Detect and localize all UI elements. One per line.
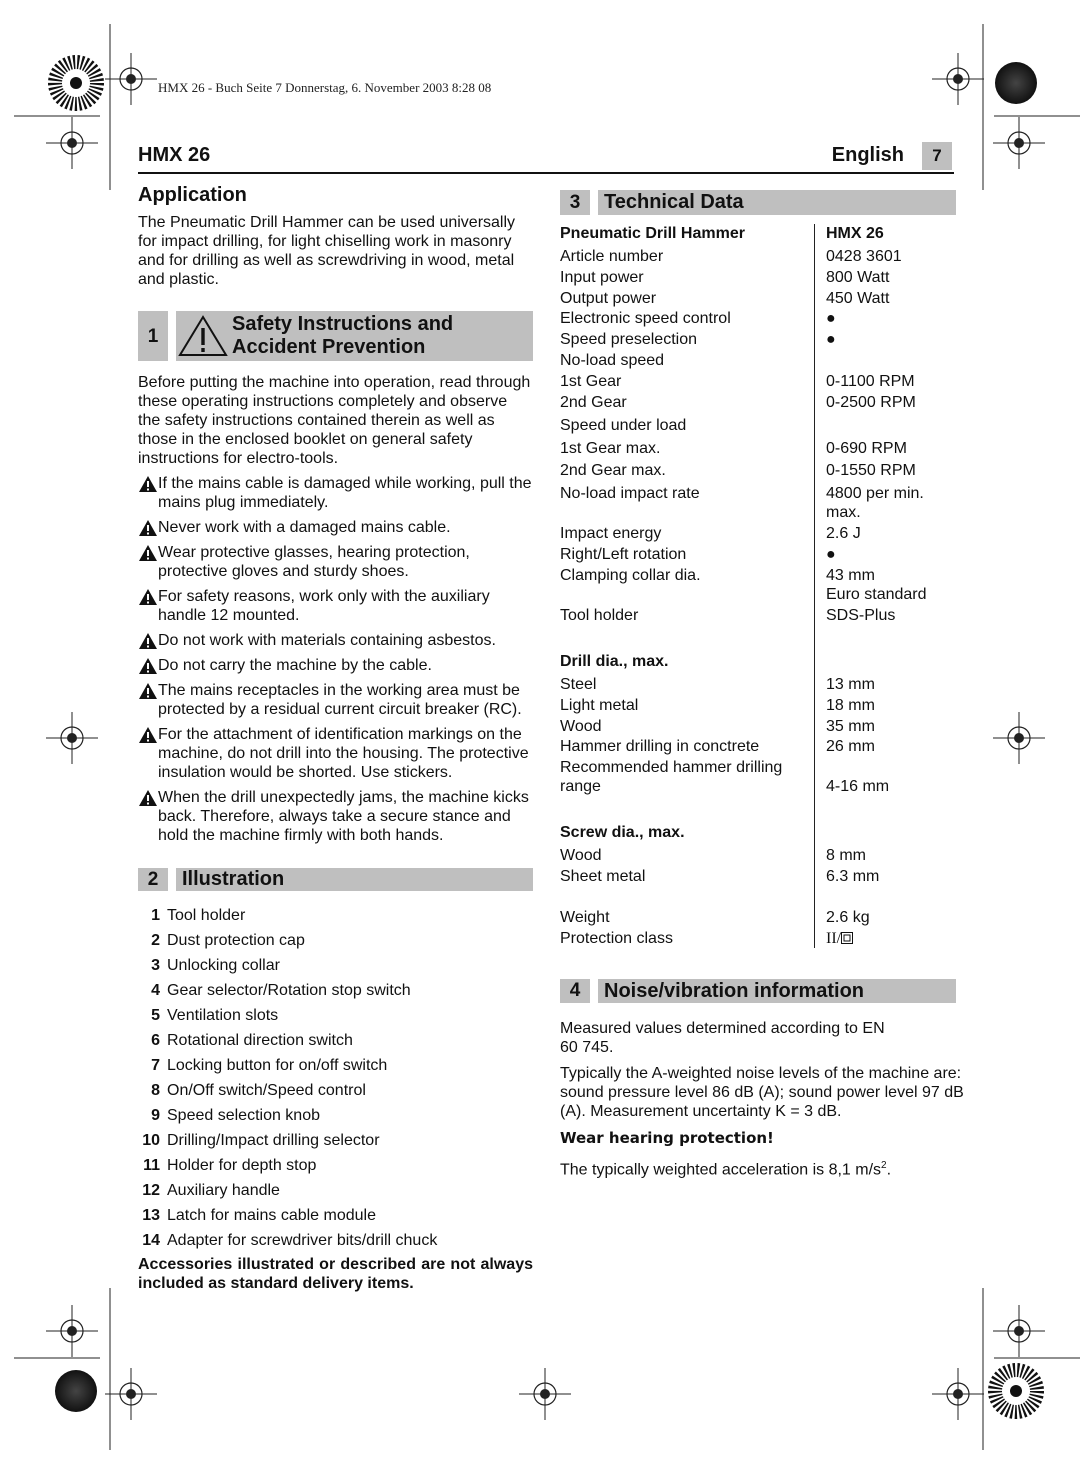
safety-warning: The mains receptacles in the working area must be protected by a residual current circuit breaker (RC). <box>138 681 533 719</box>
table-row: Protection class II/ <box>560 927 956 948</box>
safety-warning: When the drill unexpectedly jams, the machine kicks back. Therefore, always take a secure stance and hold the machine firmly with both hands. <box>138 788 533 845</box>
list-item: 6 Rotational direction switch <box>151 1032 353 1049</box>
warning-icon <box>138 519 158 537</box>
section-title: Illustration <box>176 868 533 891</box>
left-column <box>138 186 533 1293</box>
table-row: Speed preselection ● <box>560 328 956 349</box>
illustration-list <box>138 903 533 1253</box>
page-number: 7 <box>922 142 952 170</box>
safety-warning: For safety reasons, work only with the auxiliary handle 12 mounted. <box>138 587 533 625</box>
table-row: Drill dia., max. <box>560 625 956 671</box>
application-text: The Pneumatic Drill Hammer can be used universally for impact drilling, for light chiselling work in masonry and for drilling as well as screwdriving in wood, metal and plastic. <box>138 214 516 288</box>
table-row: Input power 800 Watt <box>560 266 956 287</box>
table-row: 2nd Gear max. 0-1550 RPM <box>560 458 956 480</box>
model-title: HMX 26 <box>138 144 211 166</box>
section-4-header <box>560 979 956 1003</box>
safety-warning: Do not carry the machine by the cable. <box>138 656 533 675</box>
section-number: 1 <box>138 311 168 361</box>
section-3-header <box>560 190 956 215</box>
warning-icon <box>138 475 158 493</box>
section-number: 4 <box>560 979 590 1003</box>
table-row: Electronic speed control ● <box>560 308 956 328</box>
table-row: 1st Gear max. 0-690 RPM <box>560 435 956 458</box>
warning-triangle-icon <box>176 313 230 359</box>
table-row: Wood 35 mm <box>560 715 956 736</box>
list-item: 7 Locking button for on/off switch <box>151 1057 388 1074</box>
table-row: Tool holder SDS-Plus <box>560 604 956 625</box>
table-row: No-load speed <box>560 349 956 370</box>
accessories-note: Accessories illustrated or described are not always included as standard delivery items. <box>138 1256 533 1292</box>
list-item: 9 Speed selection knob <box>151 1107 320 1124</box>
protection-class-icon <box>841 930 853 947</box>
table-row: No-load impact rate 4800 per min. <box>560 480 956 503</box>
list-item: 1 Tool holder <box>151 907 246 924</box>
list-item: 8 On/Off switch/Speed control <box>151 1082 366 1099</box>
list-item: 14 Adapter for screwdriver bits/drill chuck <box>142 1232 438 1249</box>
warning-icon <box>138 789 158 807</box>
section-number: 3 <box>560 190 590 215</box>
noise-p2: Typically the A-weighted noise levels of the machine are: sound pressure level 86 dB (A); sound power level 97 dB (A). Measurement uncertainty K = 3 dB. <box>560 1065 964 1120</box>
table-row: Wood 8 mm <box>560 842 956 865</box>
warning-icon <box>138 544 158 562</box>
list-item: 11 Holder for depth stop <box>143 1157 317 1174</box>
table-row: Output power 450 Watt <box>560 287 956 308</box>
table-row: Recommended hammer drilling <box>560 756 956 777</box>
section-number: 2 <box>138 868 168 891</box>
warning-icon <box>138 682 158 700</box>
section-2-header <box>138 868 533 891</box>
warning-icon <box>138 657 158 675</box>
safety-intro: Before putting the machine into operation, read through these operating instructions completely and observe the safety instructions contained therein as well as those in the enclosed booklet on general safety instructions for electro-tools. <box>138 374 531 467</box>
safety-warning: Do not work with materials containing asbestos. <box>138 631 533 650</box>
section-title: Noise/vibration information <box>598 979 956 1003</box>
table-row: range 4-16 mm <box>560 777 956 796</box>
table-row: Sheet metal 6.3 mm <box>560 865 956 886</box>
safety-warnings <box>138 474 533 845</box>
table-row: Hammer drilling in conctrete 26 mm <box>560 736 956 756</box>
noise-p3: The typically weighted acceleration is 8,1 $m/s^2$. <box>560 1160 892 1179</box>
page-header <box>138 142 954 174</box>
print-header: HMX 26 - Buch Seite 7 Donnerstag, 6. November 2003 8:28 08 <box>158 80 492 95</box>
table-row: Clamping collar dia. 43 mm <box>560 564 956 585</box>
section-1-header <box>138 311 533 361</box>
table-row: Article number 0428 3601 <box>560 243 956 266</box>
hearing-protection-warning: Wear hearing protection! <box>560 1129 774 1147</box>
table-row: Screw dia., max. <box>560 796 956 842</box>
table-row: Pneumatic Drill Hammer HMX 26 <box>560 224 956 243</box>
language-label: English <box>831 144 904 166</box>
list-item: 13 Latch for mains cable module <box>142 1207 376 1224</box>
table-row: Steel 13 mm <box>560 671 956 694</box>
safety-warning: For the attachment of identification markings on the machine, do not drill into the housing. The protective insulation would be shorted. Use stickers. <box>138 725 533 782</box>
table-row: Euro standard <box>560 585 956 604</box>
section-title: Technical Data <box>598 190 956 215</box>
list-item: 5 Ventilation slots <box>151 1007 279 1024</box>
warning-icon <box>138 588 158 606</box>
safety-warning: If the mains cable is damaged while working, pull the mains plug immediately. <box>138 474 533 512</box>
table-row: 2nd Gear 0-2500 RPM <box>560 391 956 412</box>
list-item: 12 Auxiliary handle <box>142 1182 280 1199</box>
safety-warning: Never work with a damaged mains cable. <box>138 518 533 537</box>
warning-icon <box>138 726 158 744</box>
list-item: 4 Gear selector/Rotation stop switch <box>151 982 411 999</box>
list-item: 10 Drilling/Impact drilling selector <box>142 1132 380 1149</box>
noise-p1: Measured values determined according to EN 60 745. <box>560 1020 885 1056</box>
application-heading: Application <box>138 184 247 206</box>
table-row: Weight 2.6 kg <box>560 886 956 927</box>
table-row: max. <box>560 503 956 522</box>
warning-icon <box>138 632 158 650</box>
table-row: 1st Gear 0-1100 RPM <box>560 370 956 391</box>
list-item: 2 Dust protection cap <box>151 932 305 949</box>
noise-section <box>560 1019 970 1179</box>
safety-title-line1: Safety Instructions and <box>232 313 454 335</box>
safety-title-line2: Accident Prevention <box>232 336 426 358</box>
table-row: Light metal 18 mm <box>560 694 956 715</box>
safety-warning: Wear protective glasses, hearing protection, protective gloves and sturdy shoes. <box>138 543 533 581</box>
table-row: Impact energy 2.6 J <box>560 522 956 543</box>
list-item: 3 Unlocking collar <box>151 957 280 974</box>
table-row: Right/Left rotation ● <box>560 543 956 564</box>
technical-data-table <box>560 224 956 948</box>
table-row: Speed under load <box>560 412 956 435</box>
